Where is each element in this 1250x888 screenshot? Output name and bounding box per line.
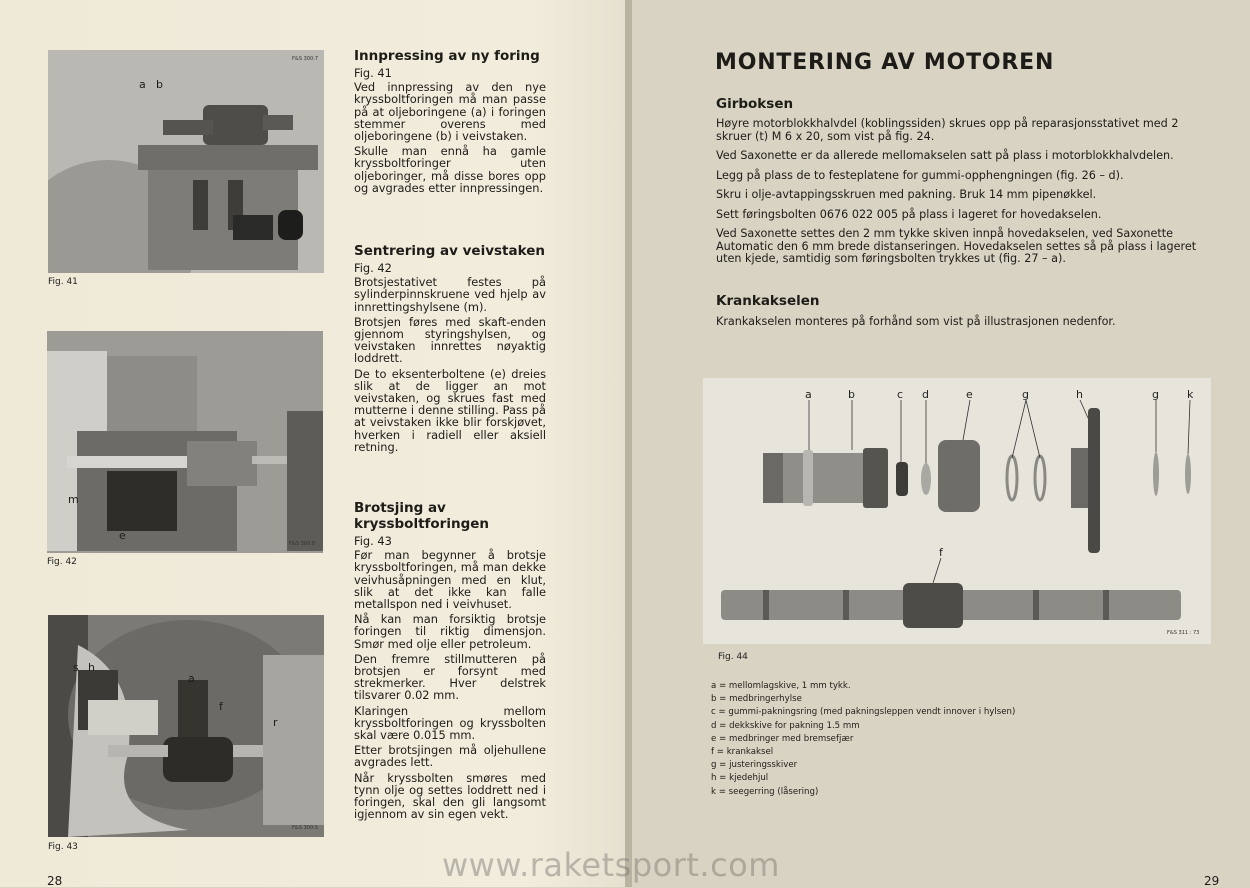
part-label-g: g xyxy=(1022,388,1029,401)
fig43-label-s: s xyxy=(73,661,79,674)
section-fig-ref: Fig. 41 xyxy=(354,66,392,80)
part-label-g2: g xyxy=(1152,388,1159,401)
fig43-code: F&S 300:5 xyxy=(292,825,318,831)
reaming-photo-graphic xyxy=(48,615,324,837)
part-label-d: d xyxy=(922,388,929,401)
fig42-label-e: e xyxy=(119,529,126,542)
section-heading: Brotsjing av kryssboltforingen xyxy=(354,500,489,532)
engine-photo-graphic xyxy=(48,50,324,273)
section-paragraph: Skulle man ennå ha gamle kryssboltforinger uten oljeboringer, må disse bores opp og avgrades etter innpressingen. xyxy=(354,144,546,195)
fig43-label-r: r xyxy=(273,716,278,729)
girboksen-paragraph: Ved Saxonette er da allerede mellomakselen satt på plass i motorblokkhalvdelen. xyxy=(716,149,1174,162)
section-paragraph: Ved innpressing av den nye kryssboltforingen må man passe på at oljeboringene (a) i foringen stemmer overens med oljeboringene (b) i veivstaken. xyxy=(354,80,546,144)
fig43-caption: Fig. 43 xyxy=(48,842,78,852)
legend-item: g = justeringsskiver xyxy=(711,760,798,771)
krankakselen-text xyxy=(716,316,1212,336)
section-paragraph: Klaringen mellom kryssboltforingen og kryssbolten skal være 0.015 mm. xyxy=(354,703,546,743)
fig43-label-f: f xyxy=(219,700,223,713)
girboksen-paragraph: Legg på plass de to festeplatene for gummi-opphengningen (fig. 26 – d). xyxy=(716,168,1124,182)
section-innpressing xyxy=(354,48,546,197)
fig43-label-h: h xyxy=(88,661,95,674)
section-fig-ref: Fig. 43 xyxy=(354,534,392,548)
left-page xyxy=(0,0,625,887)
crankshaft-parts-graphic xyxy=(703,378,1211,644)
fig44-code: F&S 311 : 73 xyxy=(1167,630,1200,636)
section-paragraph: De to eksenterboltene (e) dreies slik at de ligger an mot veivstaken, og skrues fast med mutterne i denne stilling. Pass på at veivstaken ikke blir forskjøvet, hverken i radiell eller aksiell retning. xyxy=(354,366,546,454)
part-label-f: f xyxy=(939,546,943,559)
legend-item: b = medbringerhylse xyxy=(711,694,802,705)
jig-photo-graphic xyxy=(47,331,323,553)
legend-item: a = mellomlagskive, 1 mm tykk. xyxy=(711,681,851,691)
part-label-e: e xyxy=(966,388,973,401)
section-paragraph: Når kryssbolten smøres med tynn olje og settes loddrett ned i foringen, skal den gli langsomt igjennom av sin egen vekt. xyxy=(354,770,546,822)
krankakselen-paragraph: Krankakselen monteres på forhånd som vist på illustrasjonen nedenfor. xyxy=(716,315,1116,328)
girboksen-paragraph: Sett føringsbolten 0676 022 005 på plass i lageret for hovedakselen. xyxy=(716,207,1102,221)
watermark: www.raketsport.com xyxy=(442,846,780,884)
legend-item: e = medbringer med bremsefjær xyxy=(711,733,854,744)
part-label-b: b xyxy=(848,388,855,401)
krankakselen-heading: Krankakselen xyxy=(716,293,820,309)
section-heading: Sentrering av veivstaken xyxy=(354,243,545,259)
fig41-label-b: b xyxy=(156,78,163,91)
section-heading: Innpressing av ny foring xyxy=(354,48,540,64)
fig41-label-a: a xyxy=(139,78,146,91)
section-paragraph: Før man begynner å brotsje kryssboltforingen, må man dekke veivhusåpningen med en klut, slik at det ikke kan falle metallspon ned i veivhuset. xyxy=(354,548,546,612)
section-brotsjing xyxy=(354,500,546,823)
fig42-code: F&S 300:8 xyxy=(289,541,315,547)
girboksen-paragraph: Høyre motorblokkhalvdel (koblingssiden) skrues opp på reparasjonsstativet med 2 skruer (t) M 6 x 20, som vist på fig. 24. xyxy=(716,117,1179,143)
girboksen-paragraph: Ved Saxonette settes den 2 mm tykke skiven innpå hovedakselen, ved Saxonette Automatic den 6 mm brede distanseringen. Hovedakselen settes så på plass i lageret uten kjede, samtidig som føringsbolten trykkes ut (fig. 27 – a). xyxy=(716,227,1197,265)
part-label-h: h xyxy=(1076,388,1083,401)
fig41-photo xyxy=(48,50,324,273)
part-label-k: k xyxy=(1187,388,1194,401)
page-title: MONTERING AV MOTOREN xyxy=(715,50,1055,75)
section-paragraph: Etter brotsjingen må oljehullene avgrades lett. xyxy=(354,743,546,770)
page-number-right: 29 xyxy=(1204,874,1220,888)
fig43-photo xyxy=(48,615,324,837)
girboksen-heading: Girboksen xyxy=(716,96,794,112)
parts-legend xyxy=(711,680,1015,799)
fig43-label-a: a xyxy=(188,672,195,685)
section-paragraph: Brotsjen føres med skaft-enden gjennom styringshylsen, og veivstaken innrettes nøyaktig loddrett. xyxy=(354,314,546,366)
legend-item: d = dekkskive for pakning 1.5 mm xyxy=(711,720,860,731)
girboksen-paragraph: Skru i olje-avtappingsskruen med pakning. Bruk 14 mm pipenøkkel. xyxy=(716,188,1097,201)
part-label-a: a xyxy=(805,388,812,401)
page-number-left: 28 xyxy=(47,874,63,888)
fig42-label-m: m xyxy=(68,493,79,506)
fig42-caption: Fig. 42 xyxy=(47,557,77,567)
legend-item: k = seegerring (låsering) xyxy=(711,786,819,797)
fig42-photo xyxy=(47,331,323,553)
fig44-caption: Fig. 44 xyxy=(718,652,748,662)
section-paragraph: Den fremre stillmutteren på brotsjen er forsynt med strekmerker. Hver delstrek tilsvarer 0.02 mm. xyxy=(354,651,546,703)
girboksen-text xyxy=(716,118,1212,273)
fig44-exploded-view xyxy=(703,378,1211,644)
section-paragraph: Nå kan man forsiktig brotsje foringen til riktig dimensjon. Smør med olje eller petroleum. xyxy=(354,612,546,651)
legend-item: c = gummi-pakningsring (med pakningsleppen vendt innover i hylsen) xyxy=(711,707,1016,718)
book-gutter xyxy=(625,0,632,887)
fig41-code: F&S 300:7 xyxy=(292,56,318,62)
section-fig-ref: Fig. 42 xyxy=(354,261,392,275)
section-paragraph: Brotsjestativet festes på sylinderpinnskruene ved hjelp av innrettingshylsene (m). xyxy=(354,275,546,314)
section-sentrering xyxy=(354,243,546,456)
part-label-c: c xyxy=(897,388,904,401)
legend-item: f = krankaksel xyxy=(711,747,774,758)
legend-item: h = kjedehjul xyxy=(711,773,769,784)
fig41-caption: Fig. 41 xyxy=(48,277,78,287)
